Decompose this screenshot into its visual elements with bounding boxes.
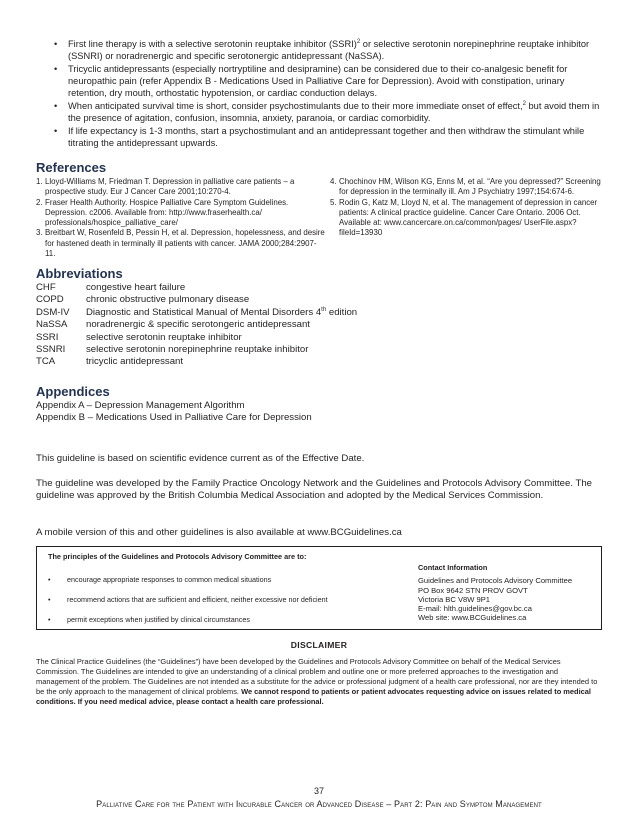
page-footer: Palliative Care for the Patient with Incurable Cancer or Advanced Disease – Part 2: Pain and Symptom Management	[96, 799, 542, 809]
principles-lead: The principles of the Guidelines and Protocols Advisory Committee are to:	[48, 552, 307, 561]
appendices-list	[36, 400, 312, 425]
reference-item: 4. Chochinov HM, Wilson KG, Enns M, et al. “Are you depressed?” Screening for depression in the terminally ill. Am J Psychiatry 1997;154:674-6.	[330, 177, 601, 197]
contact-line: PO Box 9642 STN PROV GOVT	[418, 585, 528, 595]
abbreviations-heading: Abbreviations	[36, 266, 123, 281]
contact-information	[418, 563, 572, 623]
abbreviations-list	[36, 282, 357, 369]
evidence-statement: This guideline is based on scientific evidence current as of the Effective Date.	[36, 453, 365, 464]
reference-item: 3. Breitbart W, Rosenfeld B, Pessin H, et al. Depression, hopelessness, and desire for hastened death in terminally ill patients with cancer. JAMA 2000;284:2907-11.	[36, 228, 325, 259]
contact-line: Victoria BC V8W 9P1	[418, 594, 491, 604]
principle-item: • encourage appropriate responses to common medical situations	[48, 575, 272, 584]
contact-website[interactable]: Web site: www.BCGuidelines.ca	[418, 613, 527, 623]
appendix-item: Appendix B – Medications Used in Palliative Care for Depression	[36, 412, 312, 424]
reference-item: 2. Fraser Health Authority. Hospice Palliative Care Symptom Guidelines. Depression. c2006. Available from: http://www.fraserhealth.ca/ professionals/hospice_palliative_care/	[36, 197, 289, 228]
page-number: 37	[313, 786, 324, 796]
development-statement: The guideline was developed by the Family Practice Oncology Network and the Guidelines and Protocols Advisory Committee. The guideline was approved by the British Columbia Medical Association and adopted by the Medical Services Commission.	[36, 478, 593, 502]
abbreviation-row: COPD chronic obstructive pulmonary disease	[36, 294, 250, 306]
disclaimer-title: DISCLAIMER	[290, 640, 348, 650]
abbreviation-row: NaSSA noradrenergic & specific serotongeric antidepressant	[36, 319, 310, 331]
abbreviation-row: DSM-IV Diagnostic and Statistical Manual of Mental Disorders 4th edition	[36, 306, 358, 318]
principle-item: • permit exceptions when justified by clinical circumstances	[48, 615, 250, 624]
bullet-item: • If life expectancy is 1-3 months, start a psychostimulant and an antidepressant together and then withdraw the stimulant while titrating the antidepressant upwards.	[54, 125, 585, 149]
references-left-column	[36, 177, 326, 259]
therapy-bullet-list	[54, 38, 602, 150]
reference-item: 1. Lloyd-Williams M, Friedman T. Depression in palliative care patients – a prospective study. Eur J Cancer Care 2001;10:270-4.	[36, 177, 295, 197]
abbreviation-row: SSNRI selective serotonin norepinephrine reuptake inhibitor	[36, 344, 309, 356]
reference-item: 5. Rodin G, Katz M, Lloyd N, et al. The management of depression in cancer patients: A clinical practice guideline. Cancer Care Ontario. 2006 Oct. Available at: www.cancercare.on.ca/common/pages/ UserFile.aspx?fileId=13930	[330, 197, 598, 238]
references-right-column	[330, 177, 610, 239]
mobile-version-note: A mobile version of this and other guidelines is also available at www.BCGuidelines.ca	[36, 527, 402, 538]
principle-item: • recommend actions that are sufficient and efficient, neither excessive nor deficient	[48, 595, 328, 604]
principles-box	[36, 546, 602, 630]
abbreviation-row: TCA tricyclic antidepressant	[36, 356, 184, 368]
appendix-item: Appendix A – Depression Management Algorithm	[36, 400, 245, 411]
contact-heading: Contact Information	[418, 563, 488, 572]
appendices-heading: Appendices	[36, 384, 110, 399]
abbreviation-row: SSRI selective serotonin reuptake inhibitor	[36, 331, 242, 343]
disclaimer-body: The Clinical Practice Guidelines (the “Guidelines”) have been developed by the Guidelines and Protocols Advisory Committee on behalf of the Medical Services Commission. The Guidelines are intended to give an understanding of a clinical problem and outline one or more preferred approaches to the investigation and management of the problem. The Guidelines are not intended as a substitute for the advice or professional judgment of a health care professional, nor are they intended to be the only approach to the management of clinical problems. We cannot respond to patients or patient advocates requesting advice on issues related to medical conditions. If you need medical advice, please contact a health care professional.	[36, 657, 598, 706]
contact-line: Guidelines and Protocols Advisory Committee	[418, 576, 573, 586]
abbreviation-row: CHF congestive heart failure	[36, 282, 186, 293]
contact-email[interactable]: E-mail: hlth.guidelines@gov.bc.ca	[418, 604, 532, 614]
bullet-item: • When anticipated survival time is short, consider psychostimulants due to their more immediate onset of effect,$^2$ but avoid them in the presence of agitation, confusion, insomnia, anxiety, paranoia, or cardiac comorbidity.	[54, 100, 600, 124]
references-heading: References	[36, 160, 107, 175]
bullet-item: • First line therapy is with a selective serotonin reuptake inhibitor (SSRI)$^2$ or selective serotonin norepinephrine reuptake inhibitor (SSNRI) or noradrenergic and specific serotonergic antidepressant (NaSSA).	[54, 38, 590, 62]
bullet-item: • Tricyclic antidepressants (especially nortryptiline and desipramine) can be considered due to their co-analgesic benefit for neuropathic pain (refer Appendix B - Medications Used in Palliative Care for Depression). Avoid with constipation, urinary retention, dry mouth, orthostatic hypotension, or cardiac conduction delays.	[54, 63, 568, 99]
